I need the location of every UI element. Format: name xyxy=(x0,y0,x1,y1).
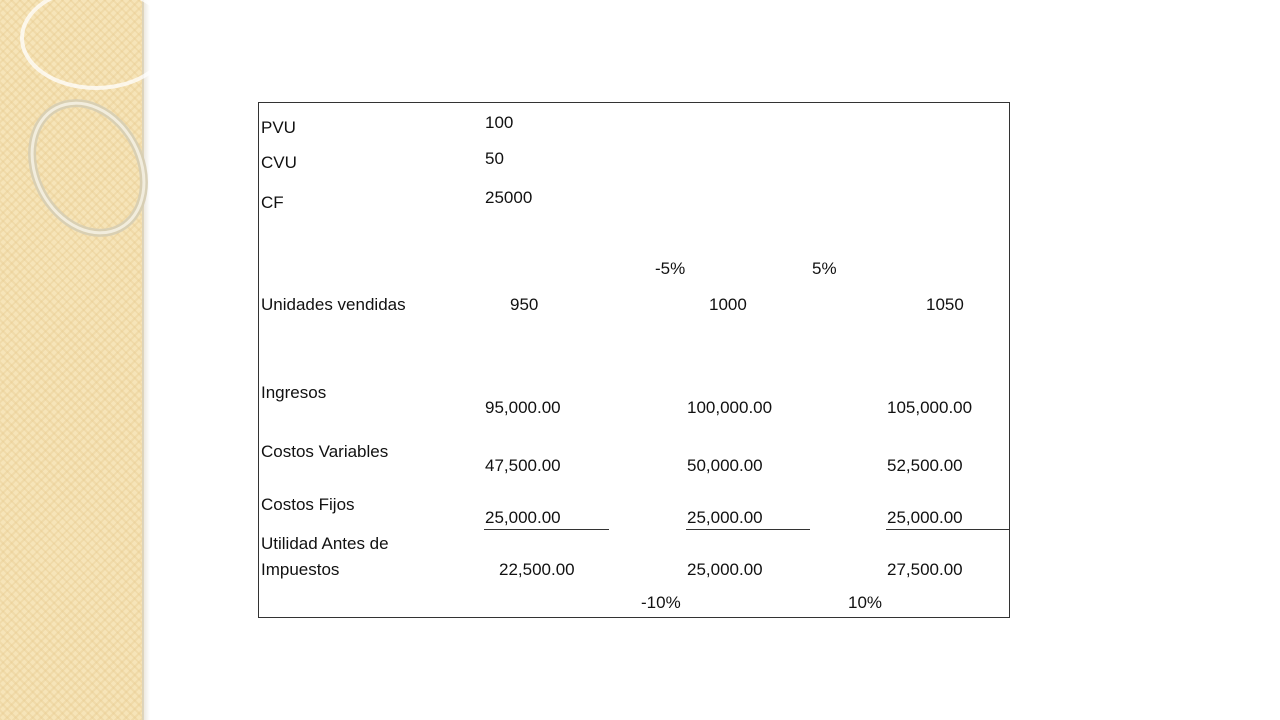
utilidad-value-base: 25,000.00 xyxy=(687,560,763,579)
utilidad-value-low: 22,500.00 xyxy=(499,560,575,579)
pct-change-utilidad-up: 10% xyxy=(848,593,883,612)
pct-change-utilidad-down: -10% xyxy=(641,593,681,612)
costos-variables-value-high: 52,500.00 xyxy=(887,456,963,475)
units-value-low: 950 xyxy=(510,295,539,314)
param-label-cf: CF xyxy=(261,193,284,212)
param-value-pvu: 100 xyxy=(485,113,514,132)
units-value-high: 1050 xyxy=(926,295,964,314)
subtotal-rule-base xyxy=(686,529,810,530)
utilidad-value-high: 27,500.00 xyxy=(887,560,963,579)
costos-fijos-value-high: 25,000.00 xyxy=(887,508,963,527)
pct-change-units-down: -5% xyxy=(655,259,686,278)
ingresos-value-base: 100,000.00 xyxy=(687,398,773,417)
param-label-pvu: PVU xyxy=(261,118,296,137)
units-value-base: 1000 xyxy=(709,295,747,314)
costos-variables-value-low: 47,500.00 xyxy=(485,456,561,475)
ingresos-value-low: 95,000.00 xyxy=(485,398,561,417)
pct-change-units-up: 5% xyxy=(812,259,837,278)
row-label-utilidad-line1: Utilidad Antes de xyxy=(261,534,389,553)
costos-fijos-value-low: 25,000.00 xyxy=(485,508,561,527)
subtotal-rule-high xyxy=(886,529,1010,530)
row-label-utilidad-line2: Impuestos xyxy=(261,560,340,579)
ingresos-value-high: 105,000.00 xyxy=(887,398,973,417)
units-label: Unidades vendidas xyxy=(261,295,406,314)
sensitivity-table xyxy=(258,102,1010,618)
decorative-rings xyxy=(0,0,160,260)
param-value-cvu: 50 xyxy=(485,149,504,168)
decorative-ring-top xyxy=(22,0,160,88)
param-value-cf: 25000 xyxy=(485,188,533,207)
row-label-costos-variables: Costos Variables xyxy=(261,442,389,461)
param-label-cvu: CVU xyxy=(261,153,297,172)
costos-fijos-value-base: 25,000.00 xyxy=(687,508,763,527)
row-label-costos-fijos: Costos Fijos xyxy=(261,495,355,514)
costos-variables-value-base: 50,000.00 xyxy=(687,456,763,475)
row-label-ingresos: Ingresos xyxy=(261,383,327,402)
decorative-ring-bottom xyxy=(10,84,160,253)
subtotal-rule-low xyxy=(484,529,609,530)
